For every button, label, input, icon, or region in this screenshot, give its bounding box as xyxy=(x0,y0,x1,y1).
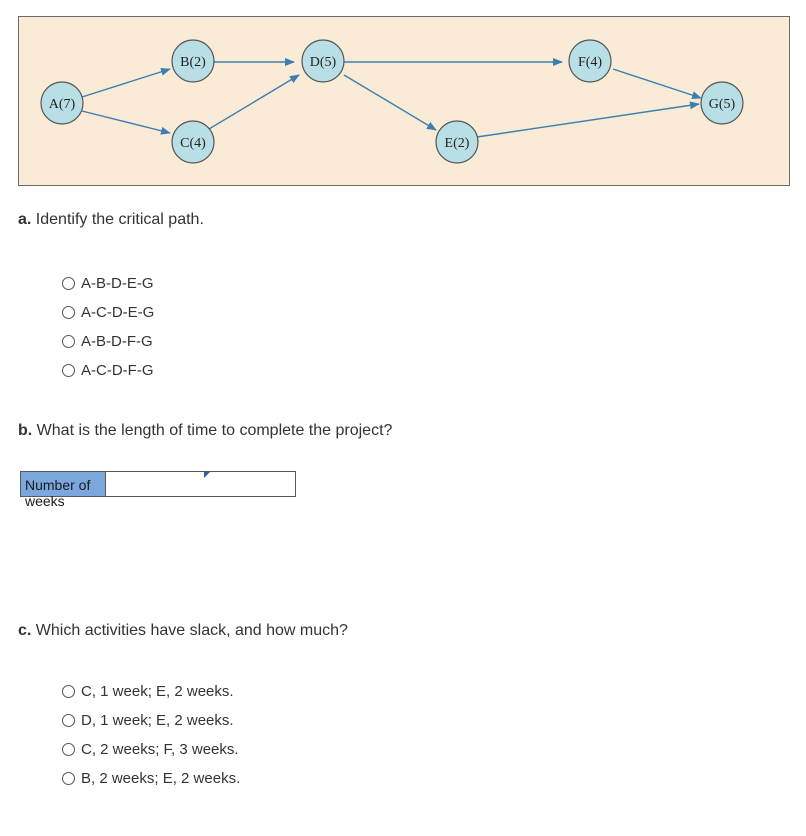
option-a-3[interactable] xyxy=(62,327,154,356)
option-c-2[interactable] xyxy=(62,706,240,735)
network-diagram-svg xyxy=(19,17,791,187)
radio-button[interactable] xyxy=(62,364,75,377)
option-label: D, 1 week; E, 2 weeks. xyxy=(81,712,234,729)
question-b-text: What is the length of time to complete the project? xyxy=(36,422,393,439)
radio-button[interactable] xyxy=(62,772,75,785)
weeks-input-label: Number of weeks xyxy=(21,472,106,496)
edge-f-g xyxy=(613,69,701,98)
radio-button[interactable] xyxy=(62,306,75,319)
edge-a-c xyxy=(82,111,170,133)
radio-button[interactable] xyxy=(62,685,75,698)
option-a-4[interactable] xyxy=(62,356,154,385)
option-label: A-B-D-E-G xyxy=(81,275,154,292)
input-marker-icon xyxy=(204,472,210,478)
option-c-3[interactable] xyxy=(62,735,240,764)
svg-text:E(2): E(2) xyxy=(444,136,470,151)
question-c-label: c. xyxy=(18,622,32,639)
question-b-label: b. xyxy=(18,422,33,439)
radio-button[interactable] xyxy=(62,335,75,348)
question-a-label: a. xyxy=(18,211,32,228)
option-label: B, 2 weeks; E, 2 weeks. xyxy=(81,770,241,787)
svg-text:D(5): D(5) xyxy=(309,55,337,70)
node-d xyxy=(302,40,344,82)
node-e xyxy=(436,121,478,163)
question-c-options xyxy=(62,677,240,793)
question-a xyxy=(18,211,204,229)
svg-text:B(2): B(2) xyxy=(180,55,206,70)
option-label: A-C-D-E-G xyxy=(81,304,155,321)
option-label: C, 1 week; E, 2 weeks. xyxy=(81,683,234,700)
edge-d-e xyxy=(344,75,436,130)
question-c-text: Which activities have slack, and how much? xyxy=(35,622,348,639)
option-label: A-B-D-F-G xyxy=(81,333,153,350)
question-a-options xyxy=(62,269,154,385)
option-a-1[interactable] xyxy=(62,269,154,298)
svg-text:A(7): A(7) xyxy=(48,97,76,112)
weeks-answer-row xyxy=(20,471,296,509)
network-diagram xyxy=(18,16,790,186)
option-a-2[interactable] xyxy=(62,298,154,327)
question-b xyxy=(18,422,392,440)
option-label: A-C-D-F-G xyxy=(81,362,154,379)
question-c xyxy=(18,622,348,640)
radio-button[interactable] xyxy=(62,743,75,756)
radio-button[interactable] xyxy=(62,714,75,727)
option-label: C, 2 weeks; F, 3 weeks. xyxy=(81,741,239,758)
node-b xyxy=(172,40,214,82)
node-c xyxy=(172,121,214,163)
node-g xyxy=(701,82,743,124)
weeks-input[interactable] xyxy=(106,472,295,496)
option-c-1[interactable] xyxy=(62,677,240,706)
svg-text:G(5): G(5) xyxy=(708,97,736,112)
question-a-text: Identify the critical path. xyxy=(35,211,204,228)
edge-a-b xyxy=(82,69,170,97)
option-c-4[interactable] xyxy=(62,764,240,793)
node-a xyxy=(41,82,83,124)
edge-c-d xyxy=(209,75,299,129)
radio-button[interactable] xyxy=(62,277,75,290)
node-f xyxy=(569,40,611,82)
edge-e-g xyxy=(477,104,699,137)
svg-text:F(4): F(4) xyxy=(577,55,603,70)
svg-text:C(4): C(4) xyxy=(180,136,206,151)
